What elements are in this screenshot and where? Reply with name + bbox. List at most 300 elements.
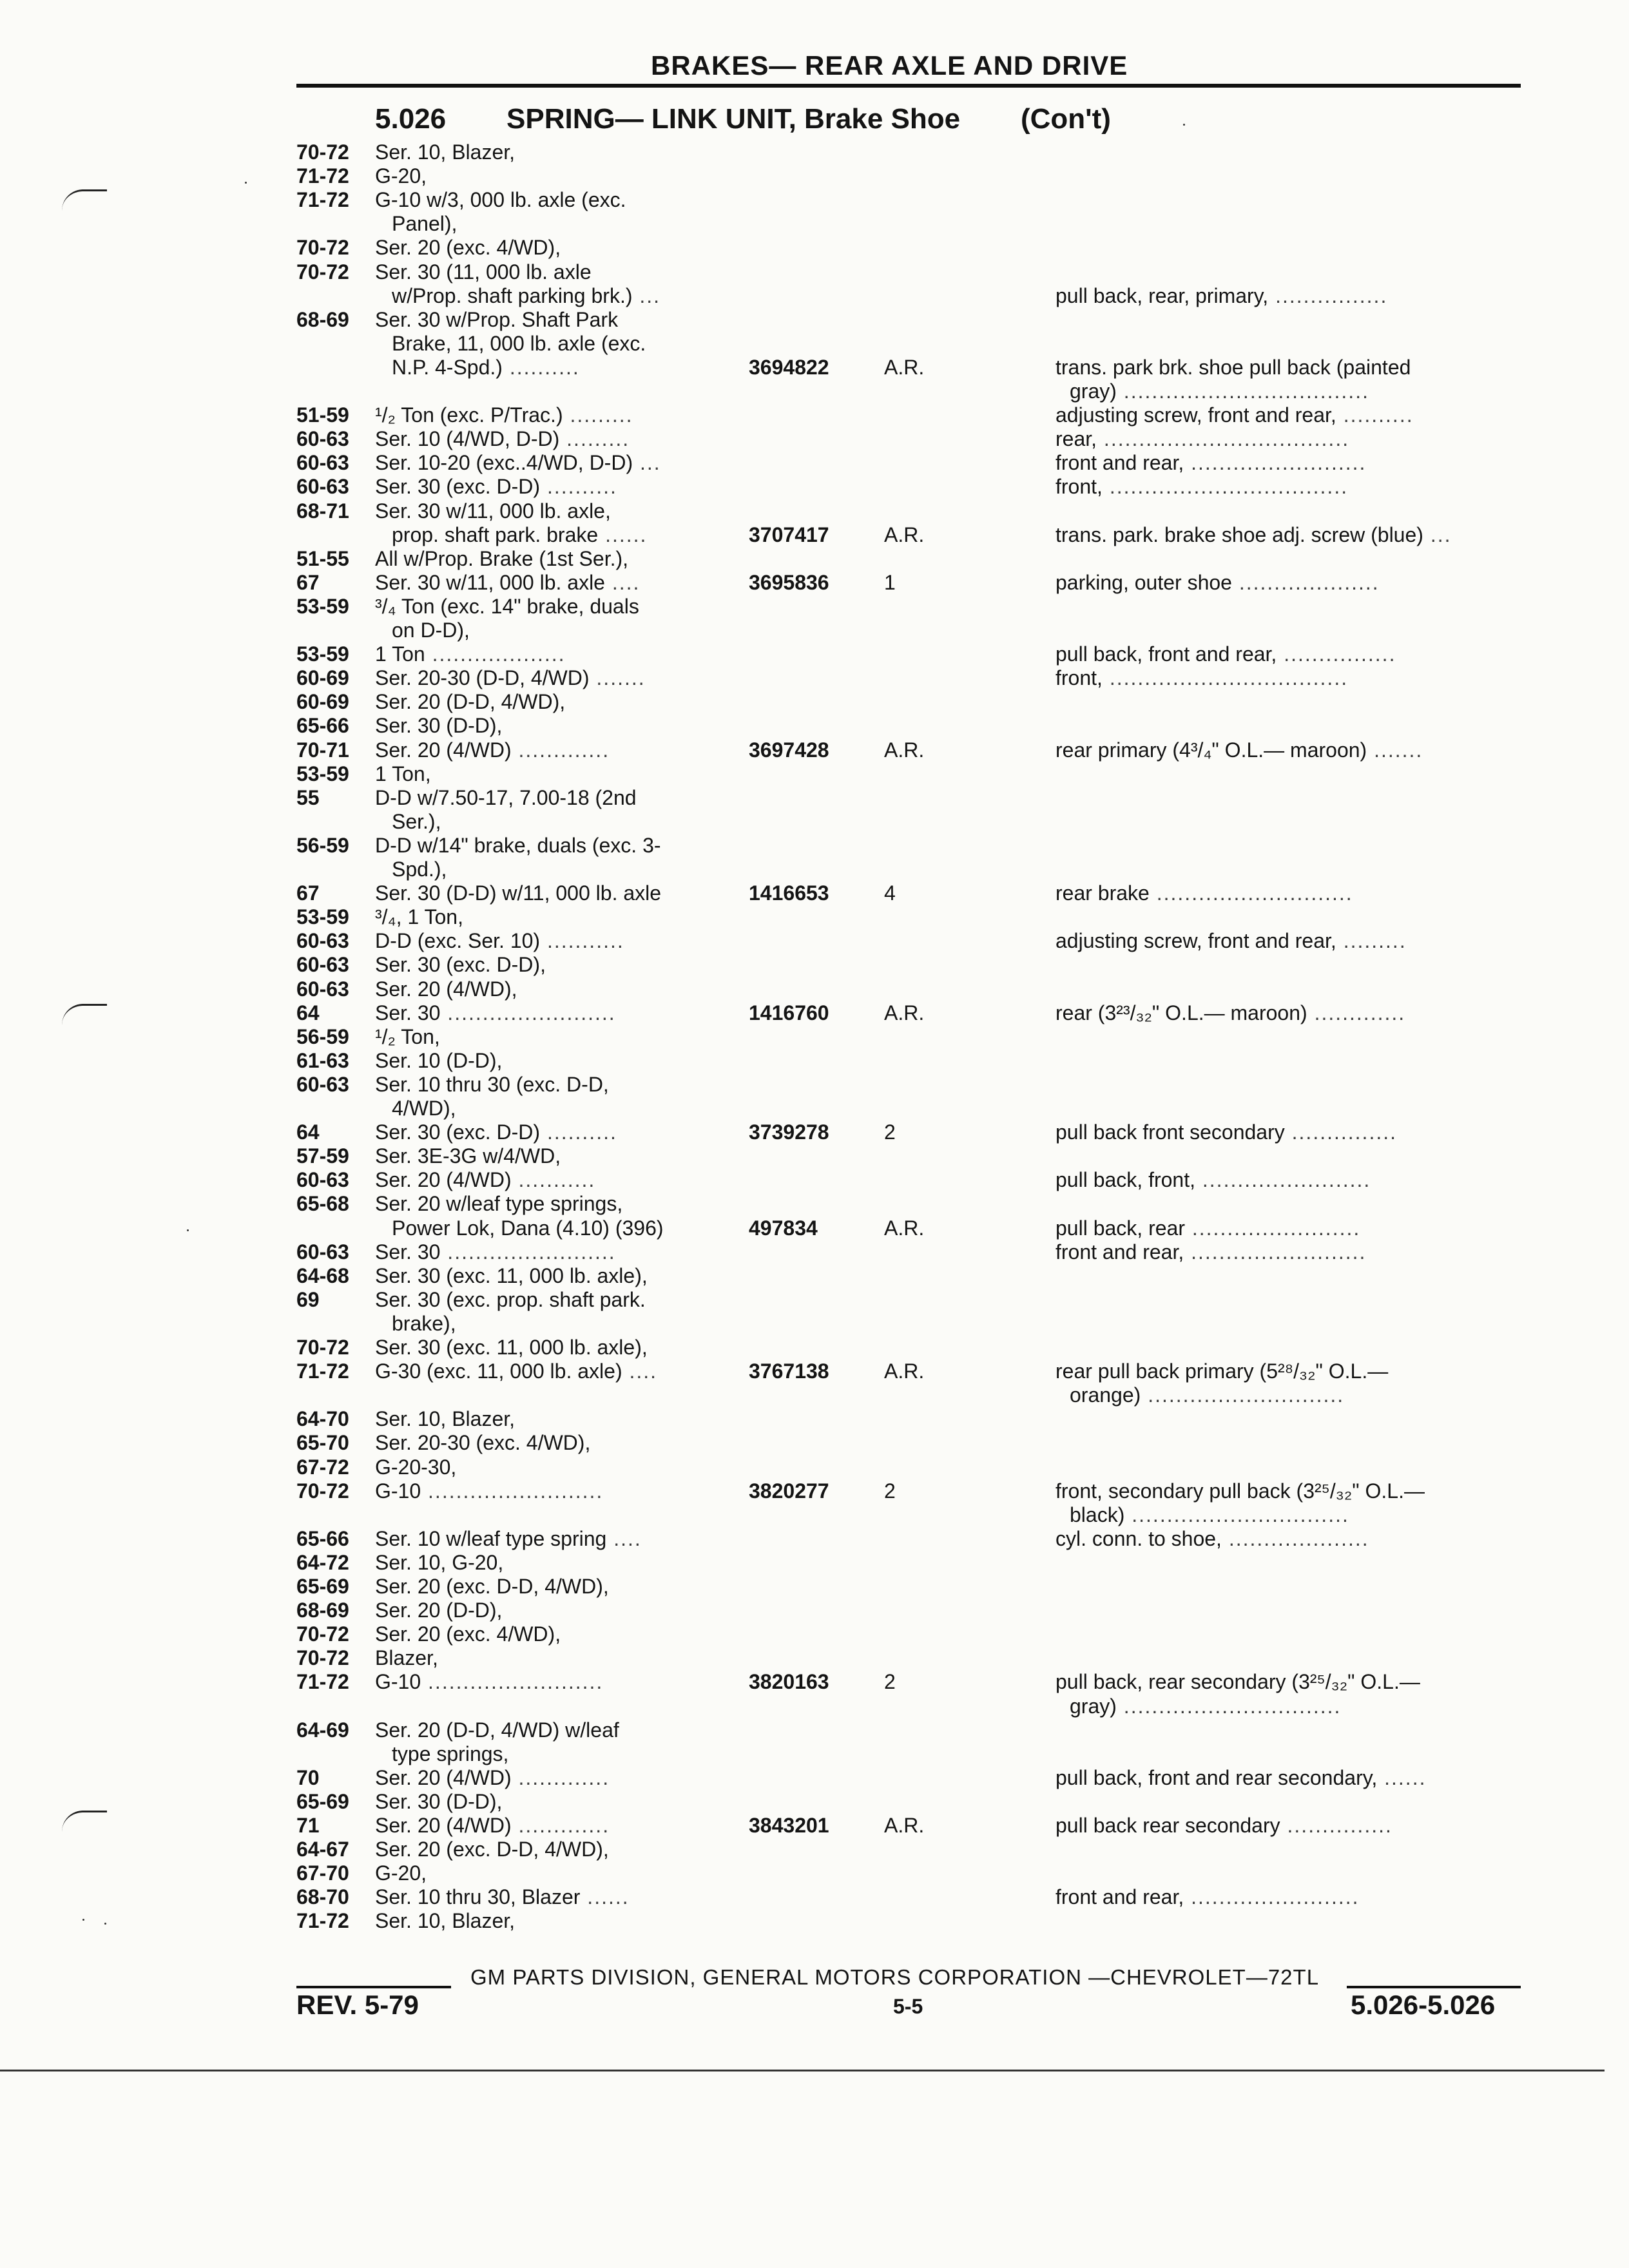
description-cont — [1070, 379, 1369, 403]
leader-dots: .......... — [502, 356, 580, 379]
application-cont-text: 4/WD), — [392, 1097, 456, 1120]
leader-dots: ......................... — [1184, 451, 1367, 474]
part-number — [749, 881, 829, 905]
application — [375, 1837, 609, 1861]
application — [375, 689, 565, 714]
application-text: G-10 w/3, 000 lb. axle (exc. — [375, 188, 626, 211]
leader-dots: .................................. — [1102, 475, 1349, 498]
application-text: Ser. 30 (exc. prop. shaft park. — [375, 1288, 646, 1311]
model-years-text: 65-66 — [296, 1527, 349, 1550]
section-continued: (Con't) — [1021, 103, 1111, 135]
application-text: G-30 (exc. 11, 000 lb. axle) — [375, 1360, 622, 1383]
application-text: Ser. 10, G-20, — [375, 1551, 504, 1574]
binder-hole-mark — [62, 189, 107, 211]
leader-dots: ............................... — [1116, 1695, 1342, 1718]
quantity-text: 4 — [884, 881, 896, 905]
leader-dots: ........................ — [1184, 1885, 1360, 1908]
application-text: Ser. 10, Blazer, — [375, 140, 516, 164]
application-text: Ser. 30 w/Prop. Shaft Park — [375, 308, 619, 331]
application — [375, 1908, 515, 1933]
application — [375, 1287, 646, 1312]
application — [375, 1550, 503, 1575]
description — [1055, 1240, 1366, 1264]
model-years-text: 68-69 — [296, 1599, 349, 1622]
application-cont-text: Brake, 11, 000 lb. axle (exc. — [392, 332, 646, 355]
description — [1055, 1526, 1369, 1551]
description — [1055, 1120, 1397, 1144]
application — [375, 235, 561, 260]
description-text: rear brake — [1055, 881, 1150, 905]
application-text: Ser. 30 — [375, 1240, 441, 1264]
leader-dots: .................................. — [1102, 666, 1349, 689]
application-cont — [392, 355, 580, 380]
quantity — [884, 881, 896, 905]
description — [1055, 1479, 1425, 1503]
leader-dots: ... — [633, 451, 661, 474]
application-cont-text: Panel), — [392, 212, 458, 235]
application-text: 1 Ton — [375, 642, 425, 666]
model-years — [296, 1669, 349, 1694]
model-years-text: 53-59 — [296, 595, 349, 618]
leader-dots: ....... — [589, 666, 646, 689]
application-text: Ser. 10, Blazer, — [375, 1407, 516, 1430]
scan-speck — [82, 1919, 84, 1921]
application-text: Ser. 20 (4/WD) — [375, 1814, 512, 1837]
description — [1055, 1168, 1371, 1192]
part-number — [749, 1813, 829, 1838]
model-years — [296, 594, 349, 619]
model-years-text: 60-63 — [296, 427, 349, 450]
application-cont-text: N.P. 4-Spd.) — [392, 356, 503, 379]
model-years-text: 60-63 — [296, 1240, 349, 1264]
model-years-text: 65-69 — [296, 1790, 349, 1813]
model-years — [296, 1168, 349, 1192]
model-years — [296, 785, 320, 810]
model-years — [296, 450, 349, 475]
quantity-text: A.R. — [884, 1360, 925, 1383]
leader-dots: .................... — [1221, 1527, 1369, 1550]
model-years-text: 70-72 — [296, 236, 349, 259]
leader-dots: ........... — [511, 1168, 596, 1191]
application-cont-text: Power Lok, Dana (4.10) (396) — [392, 1216, 664, 1240]
leader-dots: ......................... — [421, 1479, 604, 1503]
model-years-text: 51-59 — [296, 403, 349, 427]
model-years-text: 64-67 — [296, 1838, 349, 1861]
model-years-text: 65-66 — [296, 714, 349, 737]
application-text: Ser. 10 thru 30, Blazer — [375, 1885, 581, 1908]
description-text: pull back, front, — [1055, 1168, 1195, 1191]
model-years-text: 57-59 — [296, 1144, 349, 1168]
application-text: Ser. 30 (exc. D-D), — [375, 953, 546, 976]
application — [375, 1001, 616, 1025]
model-years — [296, 140, 349, 164]
leader-dots: ........................ — [1195, 1168, 1371, 1191]
application — [375, 881, 661, 905]
model-years — [296, 570, 320, 595]
model-years — [296, 977, 349, 1001]
application-text: Ser. 30 (exc. 11, 000 lb. axle), — [375, 1336, 648, 1359]
leader-dots: ................................... — [1097, 427, 1350, 450]
leader-dots: ............................ — [1141, 1383, 1345, 1407]
scan-speck — [1183, 124, 1185, 126]
model-years — [296, 1598, 349, 1622]
model-years — [296, 1048, 349, 1073]
model-years-text: 68-70 — [296, 1885, 349, 1908]
leader-dots: ...... — [598, 523, 648, 546]
part-number-text: 3694822 — [749, 356, 829, 379]
model-years — [296, 928, 349, 953]
application — [375, 642, 566, 666]
model-years-text: 53-59 — [296, 762, 349, 785]
model-years — [296, 1407, 349, 1431]
part-number-text: 497834 — [749, 1216, 818, 1240]
header-rule — [296, 84, 1521, 88]
application-text: Ser. 30 (11, 000 lb. axle — [375, 260, 592, 284]
application — [375, 1598, 502, 1622]
application-text: Ser. 30 w/11, 000 lb. axle, — [375, 499, 611, 523]
model-years-text: 56-59 — [296, 1025, 349, 1048]
application — [375, 1885, 630, 1909]
model-years — [296, 905, 349, 929]
model-years — [296, 1455, 349, 1479]
application-text: Blazer, — [375, 1646, 438, 1669]
application — [375, 1335, 648, 1360]
application — [375, 1024, 440, 1049]
description — [1055, 1001, 1405, 1025]
leader-dots: ... — [1423, 523, 1452, 546]
application-text: Ser. 10 w/leaf type spring — [375, 1527, 607, 1550]
model-years-text: 64-70 — [296, 1407, 349, 1430]
model-years — [296, 1120, 320, 1144]
description-text: rear (3²³/₃₂" O.L.— maroon) — [1055, 1001, 1307, 1024]
description-text: rear pull back primary (5²⁸/₃₂" O.L.— — [1055, 1360, 1389, 1383]
quantity-text: 2 — [884, 1120, 896, 1144]
application — [375, 1359, 657, 1383]
description-text: front, — [1055, 475, 1103, 498]
application-text: Ser. 10 (4/WD, D-D) — [375, 427, 560, 450]
model-years — [296, 1191, 349, 1216]
model-years-text: 67 — [296, 881, 320, 905]
application-cont-text: Ser.), — [392, 810, 441, 833]
description — [1055, 642, 1396, 666]
model-years-text: 64-68 — [296, 1264, 349, 1287]
quantity-text: A.R. — [884, 1814, 925, 1837]
model-years — [296, 1144, 349, 1168]
quantity — [884, 1813, 924, 1838]
part-number-text: 1416760 — [749, 1001, 829, 1024]
application-text: ¹/₂ Ton (exc. P/Trac.) — [375, 403, 563, 427]
part-number-text: 3820277 — [749, 1479, 829, 1503]
application — [375, 713, 502, 738]
description-text: front, — [1055, 666, 1103, 689]
model-years — [296, 1264, 349, 1288]
section-title: SPRING— LINK UNIT, Brake Shoe — [506, 103, 961, 135]
description — [1055, 1813, 1393, 1838]
quantity-text: A.R. — [884, 738, 925, 762]
part-number — [749, 1001, 829, 1025]
part-number-text: 3695836 — [749, 571, 829, 594]
model-years-text: 71 — [296, 1814, 320, 1837]
description-text: pull back, front and rear secondary, — [1055, 1766, 1378, 1789]
description-text: adjusting screw, front and rear, — [1055, 403, 1336, 427]
model-years — [296, 260, 349, 284]
model-years — [296, 1646, 349, 1670]
model-years — [296, 1813, 320, 1838]
description-text: pull back rear secondary — [1055, 1814, 1280, 1837]
application — [375, 499, 611, 523]
description-text: pull back, front and rear, — [1055, 642, 1277, 666]
application-text: ³/₄ Ton (exc. 14" brake, duals — [375, 595, 639, 618]
application — [375, 1574, 609, 1599]
part-number — [749, 1120, 829, 1144]
model-years-text: 56-59 — [296, 834, 349, 857]
part-number-text: 3843201 — [749, 1814, 829, 1837]
application-text: Ser. 30 (exc. D-D) — [375, 1120, 541, 1144]
application-text: Ser. 20 (4/WD) — [375, 1766, 512, 1789]
application-cont — [392, 1216, 664, 1240]
footer-publisher: GM PARTS DIVISION, GENERAL MOTORS CORPORATION —CHEVROLET—72TL — [470, 1965, 1320, 1989]
description-text: rear primary (4³/₄" O.L.— maroon) — [1055, 738, 1367, 762]
model-years-text: 65-69 — [296, 1575, 349, 1598]
application — [375, 833, 661, 858]
quantity-text: A.R. — [884, 523, 925, 546]
part-number-text: 3767138 — [749, 1360, 829, 1383]
application — [375, 1765, 610, 1790]
application-cont-text: on D-D), — [392, 619, 470, 642]
description-text: pull back front secondary — [1055, 1120, 1285, 1144]
description-text: adjusting screw, front and rear, — [1055, 929, 1336, 952]
description-cont — [1070, 1694, 1341, 1718]
description — [1055, 523, 1451, 547]
application-text: Ser. 20 (D-D, 4/WD), — [375, 690, 566, 713]
application — [375, 977, 517, 1001]
application — [375, 450, 661, 475]
description — [1055, 881, 1353, 905]
model-years-text: 70-71 — [296, 738, 349, 762]
model-years — [296, 1430, 349, 1455]
quantity-text: 2 — [884, 1670, 896, 1693]
leader-dots: .......... — [540, 1120, 617, 1144]
footer-rule-right — [1347, 1986, 1521, 1988]
section-code: 5.026 — [375, 103, 447, 135]
leader-dots: ............... — [1280, 1814, 1393, 1837]
model-years — [296, 1861, 349, 1885]
part-number-text: 1416653 — [749, 881, 829, 905]
application — [375, 1407, 515, 1431]
model-years-text: 70-72 — [296, 1336, 349, 1359]
model-years — [296, 1622, 349, 1646]
description — [1055, 1216, 1360, 1240]
model-years-text: 70-72 — [296, 140, 349, 164]
quantity — [884, 1216, 924, 1240]
model-years — [296, 546, 349, 571]
leader-dots: ............................ — [1149, 881, 1353, 905]
leader-dots: .... — [606, 1527, 642, 1550]
model-years — [296, 762, 349, 786]
application-text: Ser. 20 (D-D), — [375, 1599, 503, 1622]
application-cont — [392, 857, 447, 881]
application-text: ³/₄, 1 Ton, — [375, 905, 463, 928]
application-cont-text: Spd.), — [392, 858, 447, 881]
application-text: 1 Ton, — [375, 762, 431, 785]
model-years-text: 68-71 — [296, 499, 349, 523]
description-cont-text: gray) — [1070, 1695, 1117, 1718]
part-number-text: 3739278 — [749, 1120, 829, 1144]
application-text: Ser. 20 (exc. D-D, 4/WD), — [375, 1575, 609, 1598]
application-text: Ser. 20 (exc. D-D, 4/WD), — [375, 1838, 609, 1861]
application-text: G-20, — [375, 164, 427, 187]
application — [375, 1669, 603, 1694]
application — [375, 1479, 603, 1503]
application-cont — [392, 1742, 508, 1766]
quantity — [884, 738, 924, 762]
leader-dots: ............. — [511, 738, 610, 762]
model-years-text: 67 — [296, 571, 320, 594]
model-years — [296, 738, 349, 762]
description — [1055, 1359, 1388, 1383]
model-years-text: 69 — [296, 1288, 320, 1311]
application-text: D-D (exc. Ser. 10) — [375, 929, 541, 952]
application — [375, 738, 610, 762]
model-years — [296, 642, 349, 666]
model-years — [296, 1526, 349, 1551]
model-years — [296, 1885, 349, 1909]
model-years — [296, 666, 349, 690]
model-years-text: 67-70 — [296, 1861, 349, 1885]
application — [375, 1144, 561, 1168]
application — [375, 164, 427, 188]
application-text: G-20-30, — [375, 1456, 457, 1479]
description-text: front and rear, — [1055, 1240, 1184, 1264]
description — [1055, 355, 1411, 380]
application-text: Ser. 30 (D-D), — [375, 714, 503, 737]
application — [375, 1861, 427, 1885]
quantity-text: 2 — [884, 1479, 896, 1503]
model-years-text: 71-72 — [296, 1670, 349, 1693]
application — [375, 1813, 610, 1838]
description — [1055, 284, 1387, 308]
scan-speck — [104, 1923, 106, 1925]
application-cont — [392, 809, 441, 834]
application — [375, 1120, 617, 1144]
application-text: Ser. 30 (D-D), — [375, 1790, 503, 1813]
leader-dots: .... — [604, 571, 641, 594]
model-years-text: 70 — [296, 1766, 320, 1789]
application — [375, 1240, 616, 1264]
application-text: Ser. 20 (exc. 4/WD), — [375, 1622, 561, 1646]
quantity-text: A.R. — [884, 1216, 925, 1240]
application-text: G-10 — [375, 1479, 421, 1503]
quantity — [884, 1479, 896, 1503]
model-years-text: 70-72 — [296, 260, 349, 284]
model-years — [296, 1240, 349, 1264]
application-text: Ser. 20 (4/WD) — [375, 738, 512, 762]
page-number: 5-5 — [893, 1995, 923, 2018]
model-years-text: 71-72 — [296, 1360, 349, 1383]
model-years-text: 53-59 — [296, 905, 349, 928]
model-years — [296, 1789, 349, 1814]
application — [375, 307, 618, 332]
description-cont-text: gray) — [1070, 380, 1117, 403]
leader-dots: .... — [622, 1360, 658, 1383]
part-number-text: 3697428 — [749, 738, 829, 762]
application-cont — [392, 618, 470, 642]
model-years-text: 70-72 — [296, 1622, 349, 1646]
model-years-text: 64 — [296, 1001, 320, 1024]
description-text: trans. park. brake shoe adj. screw (blue) — [1055, 523, 1423, 546]
leader-dots: ........... — [540, 929, 624, 952]
application — [375, 1526, 642, 1551]
footer-rule-left — [296, 1986, 451, 1988]
description-text: parking, outer shoe — [1055, 571, 1232, 594]
description — [1055, 570, 1380, 595]
model-years-text: 60-63 — [296, 929, 349, 952]
page-header: BRAKES— REAR AXLE AND DRIVE — [651, 50, 1128, 81]
description — [1055, 1885, 1360, 1909]
scan-speck — [245, 182, 247, 184]
model-years — [296, 1072, 349, 1097]
application-cont-text: prop. shaft park. brake — [392, 523, 599, 546]
description-text: pull back, rear — [1055, 1216, 1185, 1240]
application — [375, 928, 624, 953]
model-years-text: 60-69 — [296, 690, 349, 713]
quantity — [884, 1669, 896, 1694]
part-number — [749, 1669, 829, 1694]
leader-dots: ...... — [1377, 1766, 1427, 1789]
model-years-text: 70-72 — [296, 1479, 349, 1503]
scan-speck — [187, 1229, 189, 1231]
model-years — [296, 1765, 320, 1790]
model-years — [296, 952, 349, 977]
leader-dots: ........................ — [440, 1001, 616, 1024]
description-text: pull back, rear secondary (3²⁵/₃₂" O.L.— — [1055, 1670, 1420, 1693]
description — [1055, 427, 1349, 451]
application-text: Ser. 10-20 (exc..4/WD, D-D) — [375, 451, 633, 474]
description — [1055, 666, 1348, 690]
part-number-text: 3707417 — [749, 523, 829, 546]
model-years-text: 51-55 — [296, 547, 349, 570]
application-text: All w/Prop. Brake (1st Ser.), — [375, 547, 629, 570]
application — [375, 260, 592, 284]
description — [1055, 1765, 1426, 1790]
description-text: pull back, rear, primary, — [1055, 284, 1269, 307]
application-text: G-10 — [375, 1670, 421, 1693]
application-cont — [392, 211, 457, 236]
description — [1055, 474, 1348, 499]
quantity — [884, 1359, 924, 1383]
model-years-text: 61-63 — [296, 1049, 349, 1072]
application-text: Ser. 10, Blazer, — [375, 1909, 516, 1932]
leader-dots: ......................... — [1184, 1240, 1367, 1264]
application-text: Ser. 30 (D-D) w/11, 000 lb. axle — [375, 881, 662, 905]
model-years — [296, 235, 349, 260]
application — [375, 546, 628, 571]
application-text: D-D w/14" brake, duals (exc. 3- — [375, 834, 661, 857]
binder-hole-mark — [62, 1004, 107, 1025]
description — [1055, 928, 1407, 953]
quantity — [884, 570, 896, 595]
description — [1055, 1669, 1420, 1694]
application-text: Ser. 20-30 (exc. 4/WD), — [375, 1431, 591, 1454]
description-cont — [1070, 1503, 1349, 1527]
part-number — [749, 1479, 829, 1503]
application — [375, 666, 646, 690]
leader-dots: ............. — [511, 1814, 610, 1837]
description-cont — [1070, 1383, 1344, 1407]
quantity — [884, 1001, 924, 1025]
application — [375, 1622, 561, 1646]
leader-dots: ........................ — [440, 1240, 616, 1264]
